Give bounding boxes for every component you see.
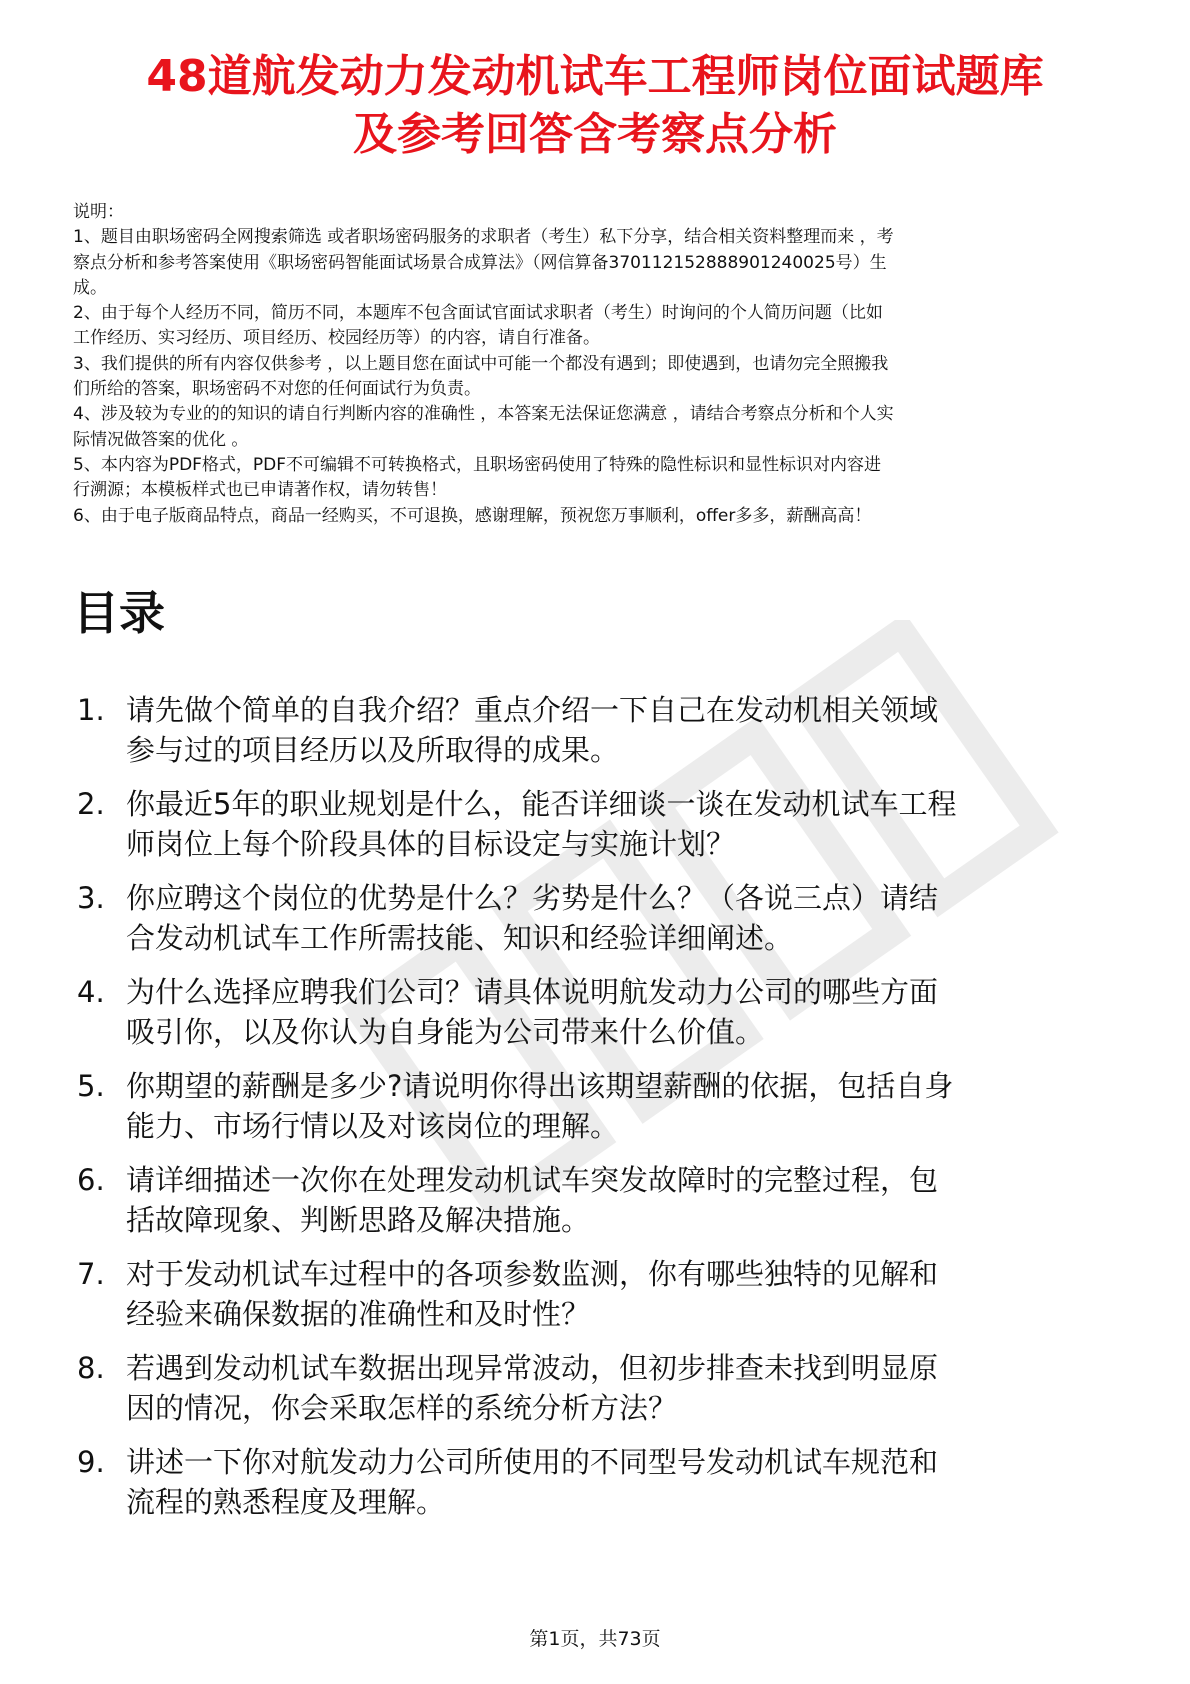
toc-item-line: 括故障现象、判断思路及解决措施。 bbox=[126, 1203, 591, 1237]
toc-item-line: 师岗位上每个阶段具体的目标设定与实施计划？ bbox=[126, 827, 736, 861]
toc-item-line: 吸引你，以及你认为自身能为公司带来什么价值。 bbox=[126, 1015, 765, 1049]
toc-item-line: 你期望的薪酬是多少?请说明你得出该期望薪酬的依据，包括自身 bbox=[126, 1069, 954, 1103]
note-line: 2、由于每个人经历不同，简历不同，本题库不包含面试官面试求职者（考生）时询问的个人简历问题（比如 bbox=[73, 303, 883, 324]
toc-item-number: 1. bbox=[77, 693, 105, 727]
toc-item-line: 参与过的项目经历以及所取得的成果。 bbox=[126, 733, 620, 767]
note-line: 3、我们提供的所有内容仅供参考 ，以上题目您在面试中可能一个都没有遇到；即使遇到，也请勿完全照搬我 bbox=[73, 353, 889, 374]
toc-item-number: 7. bbox=[77, 1257, 105, 1291]
toc-item-text bbox=[126, 1066, 1136, 1146]
toc-item-line: 讲述一下你对航发动力公司所使用的不同型号发动机试车规范和 bbox=[126, 1445, 939, 1479]
note-line: 际情况做答案的优化 。 bbox=[73, 429, 249, 450]
note-line: 4、涉及较为专业的的知识的请自行判断内容的准确性 ，本答案无法保证您满意 ，请结合考察点分析和个人实 bbox=[73, 404, 894, 425]
toc-item-text bbox=[126, 784, 1136, 864]
toc-item-number: 4. bbox=[77, 975, 105, 1009]
note-line: 1、题目由职场密码全网搜索筛选 或者职场密码服务的求职者（考生）私下分享，结合相关资料整理而来 ，考 bbox=[73, 227, 894, 248]
title-line-1: 48道航发动力发动机试车工程师岗位面试题库 bbox=[146, 51, 1044, 102]
toc-item-number: 8. bbox=[77, 1351, 105, 1385]
notes-section bbox=[73, 200, 1133, 529]
toc-item-text bbox=[126, 1254, 1136, 1334]
toc-item-number: 5. bbox=[77, 1069, 105, 1103]
toc-item-line: 因的情况，你会采取怎样的系统分析方法？ bbox=[126, 1391, 678, 1425]
note-line: 行溯源；本模板样式也已申请著作权，请勿转售！ bbox=[73, 480, 447, 501]
toc-item-line: 能力、市场行情以及对该岗位的理解。 bbox=[126, 1109, 620, 1143]
document-title bbox=[60, 48, 1130, 164]
toc-item-line: 若遇到发动机试车数据出现异常波动，但初步排查未找到明显原 bbox=[126, 1351, 939, 1385]
toc-item-number: 3. bbox=[77, 881, 105, 915]
toc-item-line: 经验来确保数据的准确性和及时性？ bbox=[126, 1297, 591, 1331]
toc-item-text bbox=[126, 878, 1136, 958]
toc-item-text bbox=[126, 1160, 1136, 1240]
toc-item-line: 对于发动机试车过程中的各项参数监测，你有哪些独特的见解和 bbox=[126, 1257, 939, 1291]
toc-heading: 目录 bbox=[73, 586, 165, 640]
toc-item-line: 请详细描述一次你在处理发动机试车突发故障时的完整过程，包 bbox=[126, 1163, 939, 1197]
toc-item-number: 6. bbox=[77, 1163, 105, 1197]
notes-label: 说明： bbox=[73, 202, 124, 222]
note-line: 工作经历、实习经历、项目经历、校园经历等）的内容，请自行准备。 bbox=[73, 328, 600, 349]
note-line: 6、由于电子版商品特点，商品一经购买，不可退换，感谢理解，预祝您万事顺利，offer多多，薪酬高高！ bbox=[73, 505, 872, 526]
note-line: 察点分析和参考答案使用《职场密码智能面试场景合成算法》（网信算备370112152888901240025号）生 bbox=[73, 252, 887, 273]
page-footer: 第1页，共73页 bbox=[529, 1628, 661, 1650]
toc-item-line: 你应聘这个岗位的优势是什么？劣势是什么？（各说三点）请结 bbox=[126, 881, 939, 915]
note-line: 成。 bbox=[73, 277, 107, 298]
toc-item-line: 你最近5年的职业规划是什么，能否详细谈一谈在发动机试车工程 bbox=[126, 787, 957, 821]
note-line: 们所给的答案，职场密码不对您的任何面试行为负责。 bbox=[73, 379, 481, 400]
toc-item-number: 9. bbox=[77, 1445, 105, 1479]
toc-item-text bbox=[126, 1442, 1136, 1522]
toc-item-line: 为什么选择应聘我们公司？请具体说明航发动力公司的哪些方面 bbox=[126, 975, 939, 1009]
toc-item-line: 请先做个简单的自我介绍？重点介绍一下自己在发动机相关领域 bbox=[126, 693, 939, 727]
toc-item-text bbox=[126, 972, 1136, 1052]
toc-item-line: 流程的熟悉程度及理解。 bbox=[126, 1485, 446, 1519]
toc-item-line: 合发动机试车工作所需技能、知识和经验详细阐述。 bbox=[126, 921, 794, 955]
toc-item-text bbox=[126, 690, 1136, 770]
title-line-2: 及参考回答含考察点分析 bbox=[353, 109, 837, 160]
toc-item-number: 2. bbox=[77, 787, 105, 821]
toc-item-text bbox=[126, 1348, 1136, 1428]
note-line: 5、本内容为PDF格式，PDF不可编辑不可转换格式，且职场密码使用了特殊的隐性标识和显性标识对内容进 bbox=[73, 454, 882, 475]
